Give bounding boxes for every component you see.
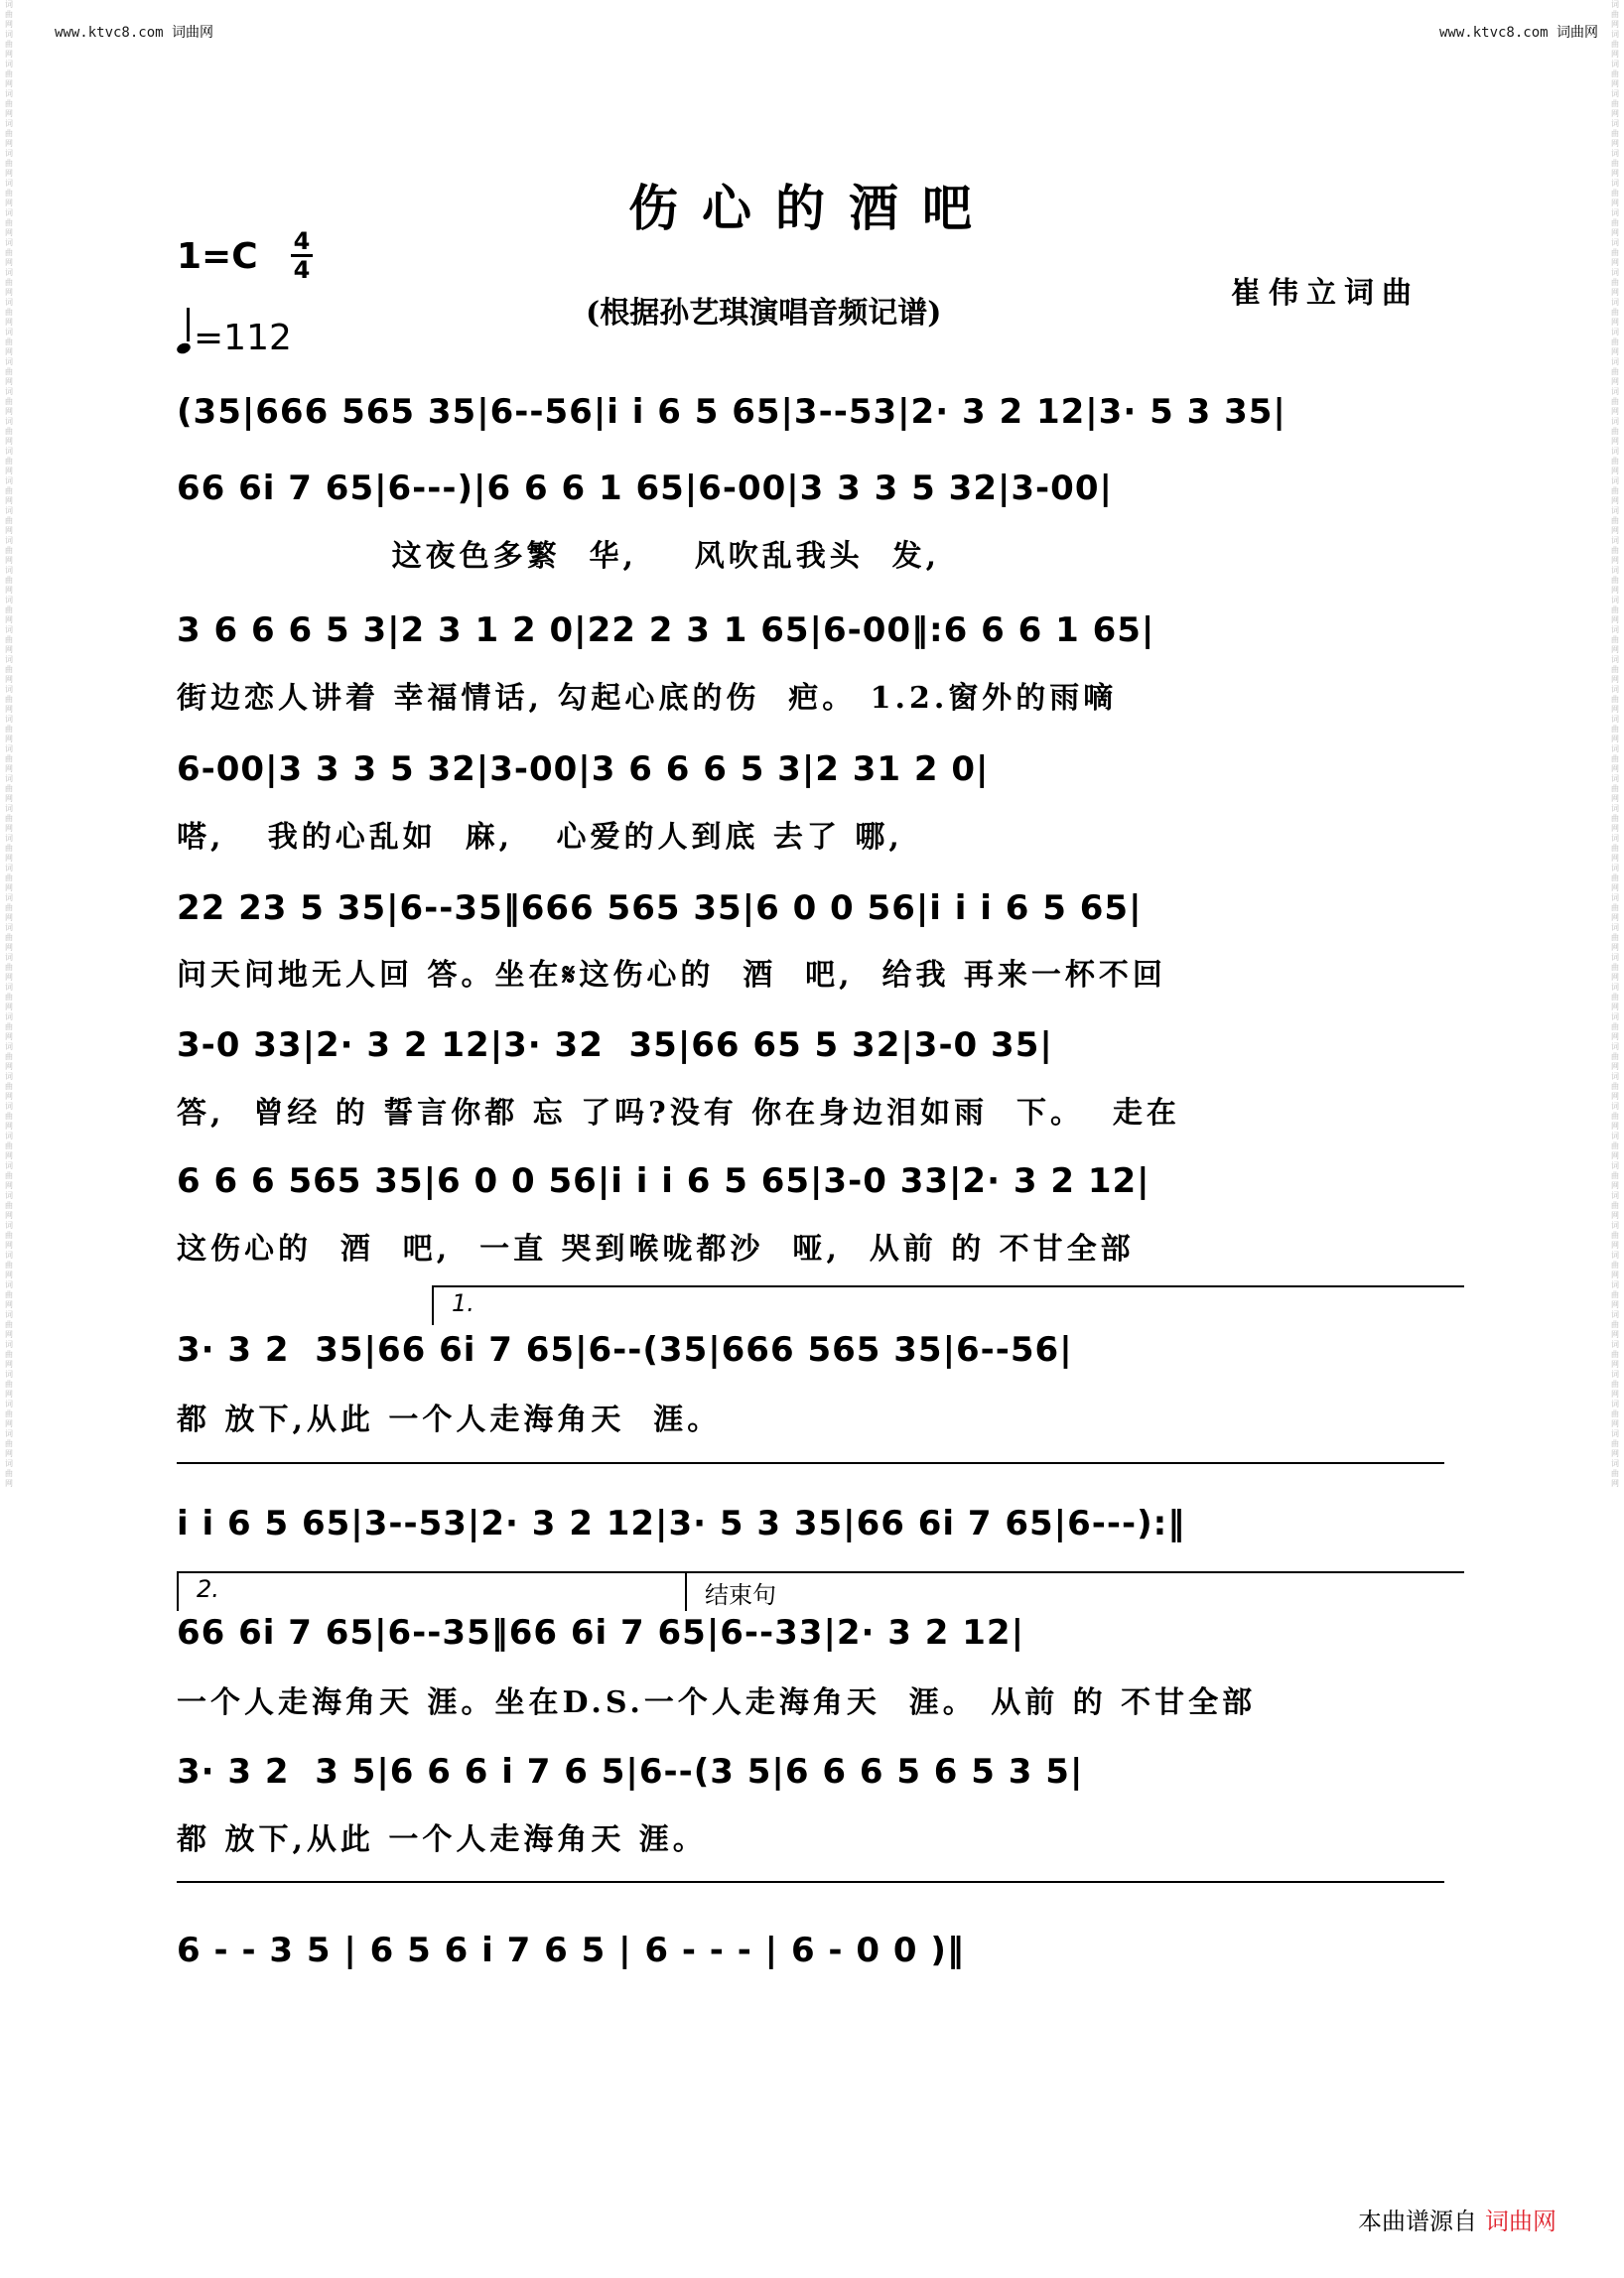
- watermark-right: [1439, 22, 1598, 42]
- watermark-left: [55, 22, 213, 42]
- song-title: 伤心的酒吧: [628, 179, 996, 237]
- volta-label: 2.: [197, 1575, 219, 1603]
- notation-line: 6-00|3 3 3 5 32|3-00|3 6 6 6 5 3|2 31 2 0|: [177, 749, 990, 789]
- tempo-marking: [177, 316, 292, 358]
- notation-line: 6 6 6 565 35|6 0 0 56|i i i 6 5 65|3-0 33|2· 3 2 12|: [177, 1161, 1150, 1201]
- notation-line: 3· 3 2 35|66 6i 7 65|6--(35|666 565 35|6--56|: [177, 1330, 1073, 1370]
- notation-line: 66 6i 7 65|6---)|6 6 6 1 65|6-00|3 3 3 5 32|3-00|: [177, 469, 1113, 508]
- quarter-note-stem: [187, 308, 190, 341]
- side-watermark-right: 词曲网词曲网词曲网词曲网词曲网词曲网词曲网词曲网词曲网词曲网词曲网词曲网词曲网词曲网词曲网词曲网词曲网词曲网词曲网词曲网词曲网词曲网词曲网词曲网词曲网词曲网词曲网词曲网词曲网词曲网词曲网词曲网词曲网词曲网词曲网词曲网词曲网词曲网词曲网词曲网词曲网词曲网词曲网词曲网词曲网词曲网词曲网词曲网词曲网词曲网: [1611, 0, 1619, 1488]
- footer-source: [1358, 2202, 1556, 2236]
- lyrics-line: 街边恋人讲着 幸福情话, 勾起心底的伤 疤。 1.2.窗外的雨嘀: [177, 681, 1118, 716]
- notation-line: 3-0 33|2· 3 2 12|3· 32 35|66 65 5 32|3-0 35|: [177, 1025, 1053, 1065]
- watermark-site: 词曲网: [172, 25, 214, 41]
- lyrics-line: 一个人走海角天 涯。坐在D.S.一个人走海角天 涯。 从前 的 不甘全部: [177, 1685, 1257, 1720]
- time-signature: [291, 228, 313, 283]
- volta-second-ending: [177, 1571, 703, 1611]
- coda-label: 结束句: [705, 1581, 776, 1609]
- tempo-value: =112: [194, 318, 292, 358]
- side-watermark-left: 词曲网词曲网词曲网词曲网词曲网词曲网词曲网词曲网词曲网词曲网词曲网词曲网词曲网词曲网词曲网词曲网词曲网词曲网词曲网词曲网词曲网词曲网词曲网词曲网词曲网词曲网词曲网词曲网词曲网词曲网词曲网词曲网词曲网词曲网词曲网词曲网词曲网词曲网词曲网词曲网词曲网词曲网词曲网词曲网词曲网词曲网词曲网词曲网词曲网词曲网: [5, 0, 13, 1488]
- footer-site-link[interactable]: 词曲网: [1485, 2208, 1556, 2235]
- volta-label: 1.: [452, 1289, 474, 1317]
- notation-line: i i 6 5 65|3--53|2· 3 2 12|3· 5 3 35|66 6i 7 65|6---):‖: [177, 1504, 1186, 1543]
- volta-continuation-rule: [177, 1462, 1444, 1464]
- notation-line: 3· 3 2 3 5|6 6 6 i 7 6 5|6--(3 5|6 6 6 5 6 5 3 5|: [177, 1752, 1084, 1792]
- quarter-note-icon: [176, 341, 193, 355]
- lyrics-line: 答, 曾经 的 誓言你都 忘 了吗?没有 你在身边泪如雨 下。 走在: [177, 1096, 1180, 1131]
- meter-bottom: 4: [293, 256, 311, 284]
- lyrics-line: 问天问地无人回 答。坐在𝄋这伤心的 酒 吧, 给我 再来一杯不回: [177, 958, 1166, 993]
- meter-top: 4: [293, 227, 311, 255]
- lyrics-line: 嗒, 我的心乱如 麻, 心爱的人到底 去了 哪,: [177, 820, 903, 855]
- coda-bracket: [685, 1571, 1464, 1611]
- notation-line: 22 23 5 35|6--35‖666 565 35|6 0 0 56|i i i 6 5 65|: [177, 888, 1143, 928]
- key-signature: 1=C: [177, 236, 258, 277]
- subtitle: (根据孙艺琪演唱音频记谱): [586, 296, 942, 331]
- lyrics-line: 这伤心的 酒 吧, 一直 哭到喉咙都沙 哑, 从前 的 不甘全部: [177, 1232, 1135, 1267]
- footer-source-label: 本曲谱源自: [1358, 2208, 1477, 2235]
- lyrics-line: 都 放下,从此 一个人走海角天 涯。: [177, 1822, 707, 1857]
- notation-line: (35|666 565 35|6--56|i i 6 5 65|3--53|2· 3 2 12|3· 5 3 35|: [177, 392, 1286, 432]
- volta-first-ending: [432, 1285, 1464, 1325]
- watermark-site: 词曲网: [1556, 25, 1599, 41]
- notation-line: 66 6i 7 65|6--35‖66 6i 7 65|6--33|2· 3 2 12|: [177, 1613, 1024, 1653]
- lyrics-line: 都 放下,从此 一个人走海角天 涯。: [177, 1403, 722, 1437]
- lyrics-line: 这夜色多繁 华, 风吹乱我头 发,: [177, 539, 941, 574]
- notation-line: 3 6 6 6 5 3|2 3 1 2 0|22 2 3 1 65|6-00‖:6 6 6 1 65|: [177, 610, 1155, 650]
- watermark-url[interactable]: www.ktvc8.com: [55, 25, 164, 41]
- coda-continuation-rule: [177, 1881, 1444, 1883]
- watermark-url[interactable]: www.ktvc8.com: [1439, 25, 1549, 41]
- notation-line: 6 - - 3 5 | 6 5 6 i 7 6 5 | 6 - - - | 6 - 0 0 )‖: [177, 1931, 965, 1970]
- composer: 崔伟立词曲: [1231, 276, 1420, 311]
